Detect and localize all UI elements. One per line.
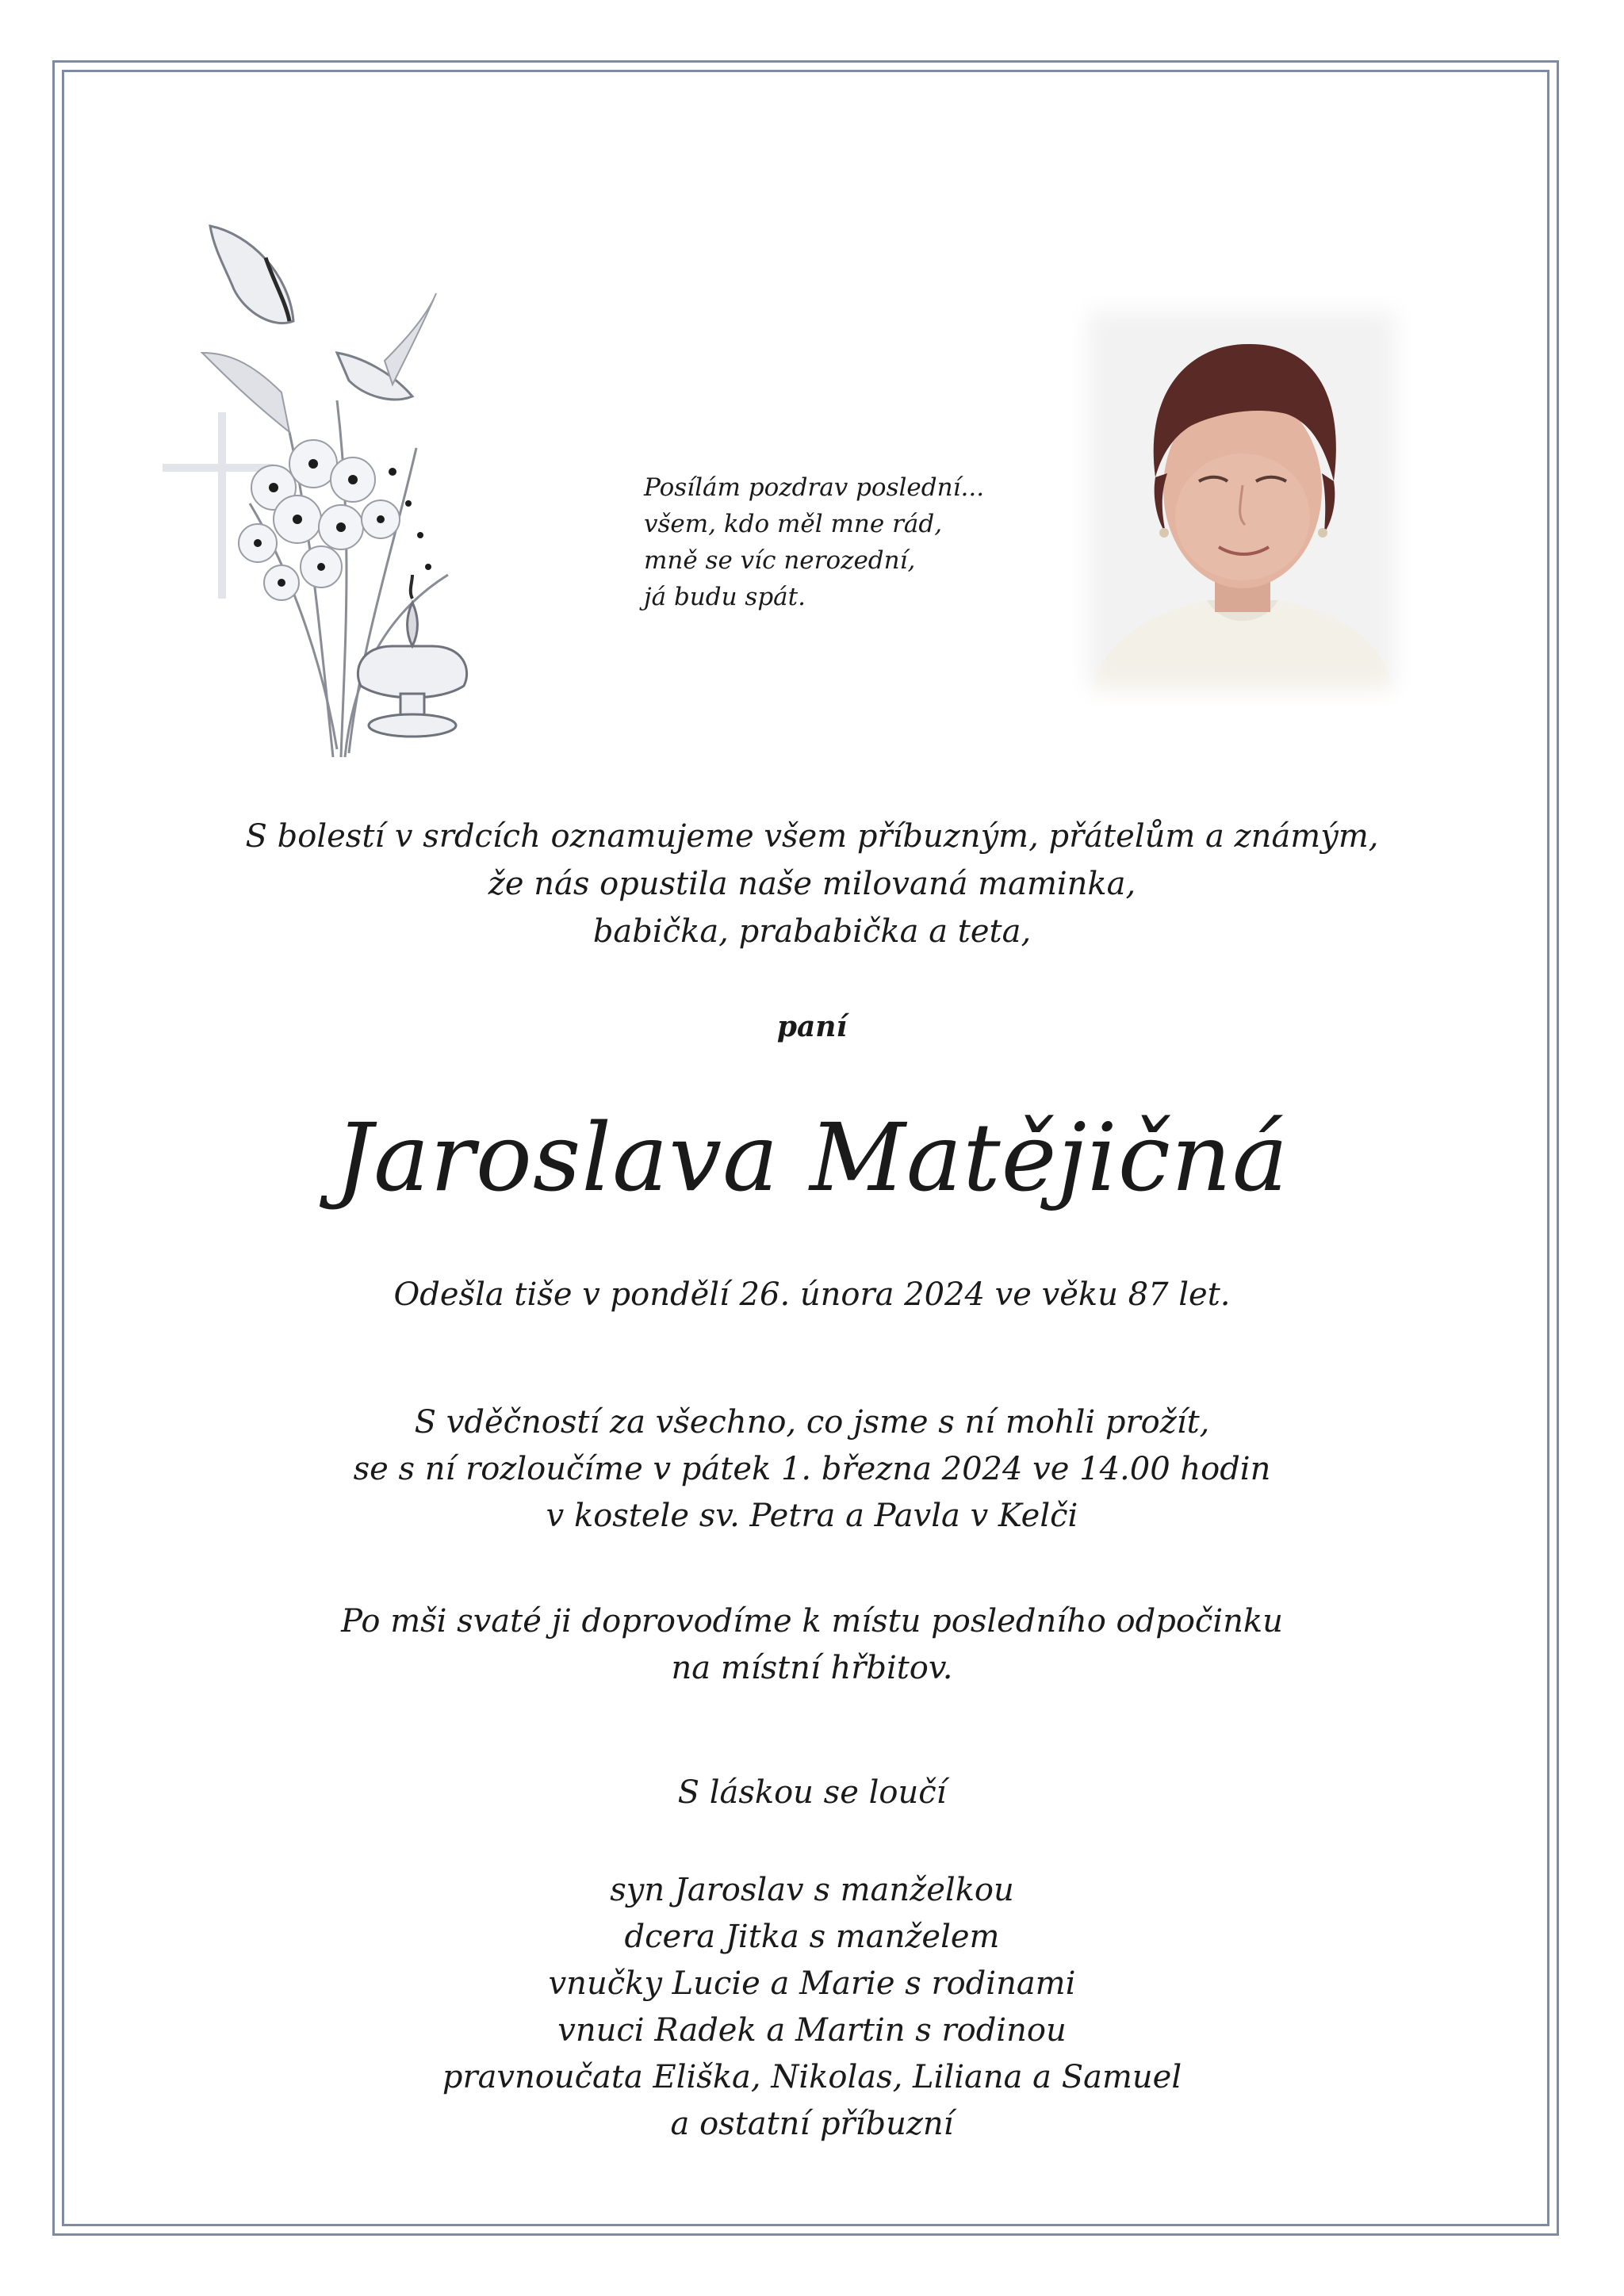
mourner-line: syn Jaroslav s manželkou <box>610 1872 1014 1908</box>
burial-details <box>0 1598 1624 1692</box>
verse-line: všem, kdo měl mne rád, <box>644 510 943 538</box>
announcement-line: že nás opustila naše milovaná maminka, <box>488 866 1136 902</box>
mourner-line: a ostatní příbuzní <box>670 2106 954 2142</box>
mourner-line: vnučky Lucie a Marie s rodinami <box>548 1965 1076 2002</box>
verse-line: mně se víc nerozední, <box>644 546 916 575</box>
mourner-line: pravnoučata Eliška, Nikolas, Liliana a Samuel <box>442 2059 1182 2095</box>
announcement <box>0 813 1624 955</box>
death-notice: Odešla tiše v pondělí 26. února 2024 ve věku 87 let. <box>393 1276 1231 1313</box>
lily-bouquet-cross-lamp-icon <box>155 202 551 773</box>
verse-line: Posílám pozdrav poslední... <box>644 473 985 502</box>
farewell-heading: S láskou se loučí <box>677 1774 947 1811</box>
deceased-name: Jaroslava Matějičná <box>335 1103 1289 1212</box>
burial-line: Po mši svaté ji doprovodíme k místu posledního odpočinku <box>341 1603 1283 1640</box>
funeral-line: v kostele sv. Petra a Pavla v Kelči <box>546 1498 1078 1534</box>
verse <box>644 469 984 615</box>
verse-line: já budu spát. <box>644 583 806 611</box>
honorific: paní <box>776 1010 848 1043</box>
mourner-line: vnuci Radek a Martin s rodinou <box>557 2012 1067 2049</box>
funeral-line: S vděčností za všechno, co jsme s ní mohli prožít, <box>414 1404 1210 1441</box>
announcement-line: S bolestí v srdcích oznamujeme všem příbuzným, přátelům a známým, <box>245 818 1379 855</box>
burial-line: na místní hřbitov. <box>671 1650 953 1686</box>
mourners-list <box>0 1867 1624 2148</box>
announcement-line: babička, prababička a teta, <box>592 913 1032 950</box>
funeral-details <box>0 1399 1624 1540</box>
funeral-line: se s ní rozloučíme v pátek 1. března 2024 ve 14.00 hodin <box>353 1451 1271 1487</box>
portrait-photo <box>1072 295 1411 706</box>
mourner-line: dcera Jitka s manželem <box>624 1919 1000 1955</box>
